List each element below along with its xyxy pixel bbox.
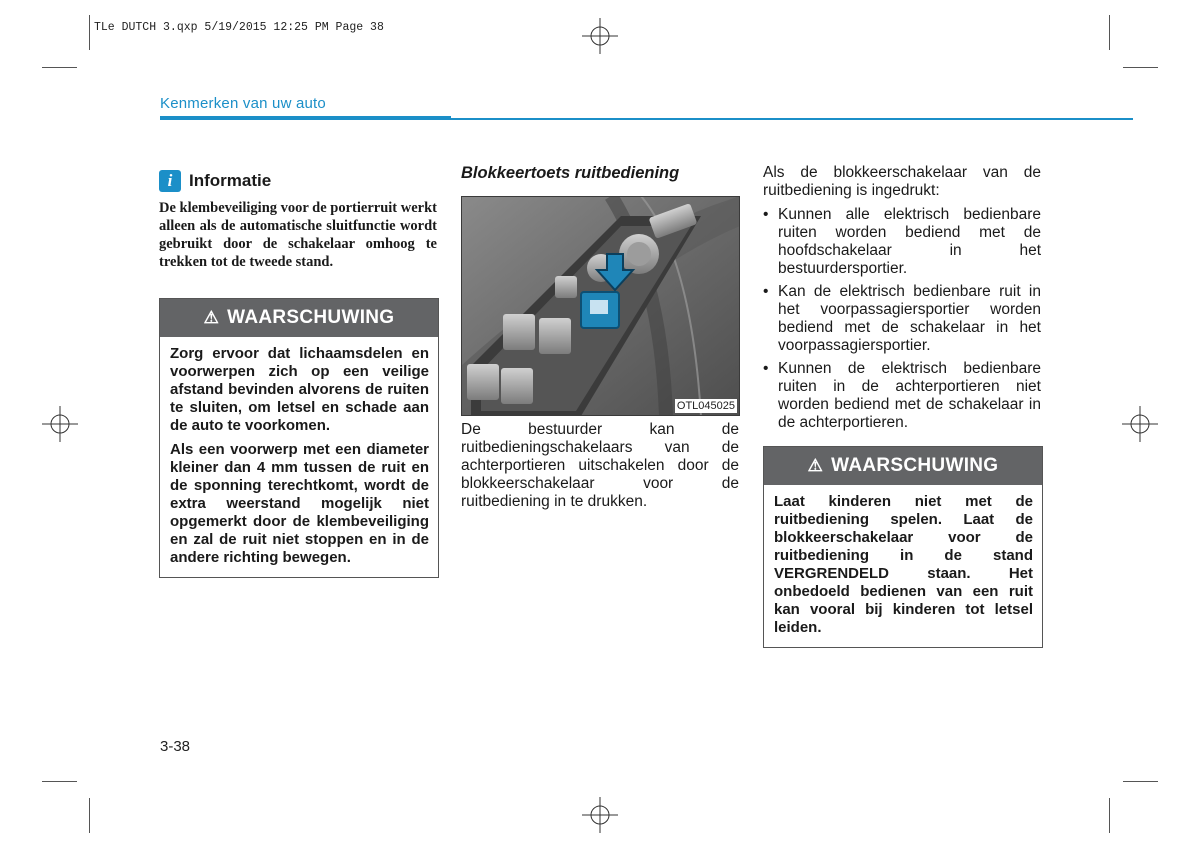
warning-triangle-icon: ⚠ — [807, 456, 824, 475]
warning-paragraph: Zorg ervoor dat lichaamsdelen en voorwerpen zich op een veilige afstand bevinden alvorens de ruiten te sluiten, om letsel en schade aan de auto te voorkomen. — [170, 345, 429, 434]
door-panel-illustration — [461, 196, 740, 416]
warning-triangle-icon: ⚠ — [203, 308, 220, 327]
info-title: Informatie — [189, 171, 272, 190]
bullet-list — [763, 206, 1041, 437]
registration-mark-right — [1120, 404, 1160, 444]
page-number: 3-38 — [160, 738, 191, 755]
warning-paragraph: Laat kinderen niet met de ruitbediening spelen. Laat de blokkeerschakelaar voor de ruitbediening in de stand VERGRENDELD staan. Het onbedoeld bedienen van een ruit kan vooral bij kinderen tot letsel leiden. — [774, 493, 1033, 636]
registration-mark-left — [40, 404, 80, 444]
info-text: De klembeveiliging voor de portierruit werkt alleen als de automatische sluitfunctie wordt gebruikt door de schakelaar omhoog te trekken tot de tweede stand. — [159, 200, 437, 270]
list-item: • Kan de elektrisch bedienbare ruit in het voorpassagiersportier worden bediend met de schakelaar in het voorpassagiersportier. — [763, 283, 1041, 355]
print-slug-line: TLe DUTCH 3.qxp 5/19/2015 12:25 PM Page 38 — [94, 21, 384, 34]
window-switch-photo — [461, 196, 740, 416]
registration-mark-top — [580, 16, 620, 56]
warning-body — [160, 337, 438, 577]
warning-paragraph: Als een voorwerp met een diameter kleiner dan 4 mm tussen de ruit en de sponning terechtkomt, wordt de extra weerstand mogelijk niet opgemerkt door de klembeveiliging en zal de ruit niet stoppen en in de andere richting bewegen. — [170, 441, 429, 566]
warning-box-1 — [159, 298, 439, 578]
body-paragraph: De bestuurder kan de ruitbedieningschakelaars van de achterportieren uitschakelen door de blokkeerschakelaar voor de ruitbediening in te drukken. — [461, 421, 739, 510]
info-heading — [159, 170, 437, 192]
info-icon: i — [159, 170, 181, 192]
warning-header — [160, 299, 438, 337]
warning-title: WAARSCHUWING — [227, 307, 395, 328]
registration-mark-bottom — [580, 795, 620, 835]
section-title: Kenmerken van uw auto — [160, 95, 326, 112]
warning-title: WAARSCHUWING — [831, 455, 999, 476]
warning-box-2 — [763, 446, 1043, 648]
image-caption: OTL045025 — [676, 400, 735, 412]
list-item: • Kunnen de elektrisch bedienbare ruiten in de achterportieren niet worden bediend met de schakelaar in de achterportieren. — [763, 360, 1041, 432]
header-rule — [451, 118, 1133, 120]
intro-paragraph: Als de blokkeerschakelaar van de ruitbediening is ingedrukt: — [763, 164, 1041, 199]
subsection-title: Blokkeertoets ruitbediening — [461, 164, 680, 182]
warning-header — [764, 447, 1042, 485]
warning-body — [764, 485, 1042, 647]
header-rule-accent — [160, 116, 451, 120]
list-item: • Kunnen alle elektrisch bedienbare ruiten worden bediend met de hoofdschakelaar in het bestuurdersportier. — [763, 206, 1041, 278]
